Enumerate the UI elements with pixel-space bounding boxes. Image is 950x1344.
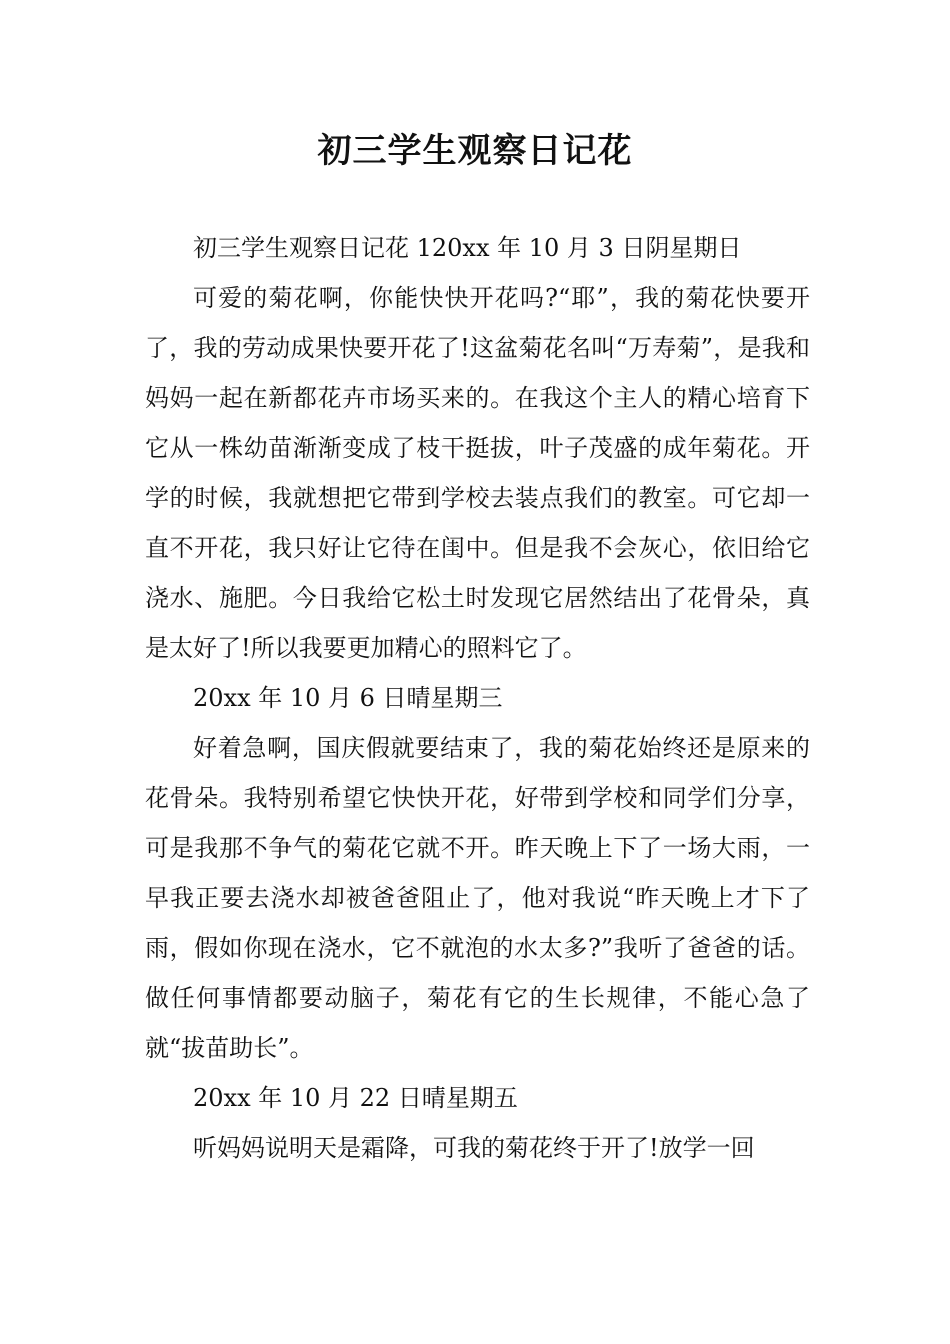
document-body [145,223,810,1173]
body-paragraph: 可爱的菊花啊，你能快快开花吗?“耶”，我的菊花快要开了，我的劳动成果快要开花了!这盆菊花名叫“万寿菊”，是我和妈妈一起在新都花卉市场买来的。在我这个主人的精心培育下它从一株幼苗渐渐变成了枝干挺拔，叶子茂盛的成年菊花。开学的时候，我就想把它带到学校去装点我们的教室。可它却一直不开花，我只好让它待在闺中。但是我不会灰心，依旧给它浇水、施肥。今日我给它松土时发现它居然结出了花骨朵，真是太好了!所以我要更加精心的照料它了。 [145,284,810,662]
body-paragraph: 听妈妈说明天是霜降，可我的菊花终于开了!放学一回 [193,1134,755,1162]
diary-entry-heading: 20xx 年 10 月 6 日晴星期三 [193,684,503,712]
document-title: 初三学生观察日记花 [317,131,633,171]
body-paragraph: 好着急啊，国庆假就要结束了，我的菊花始终还是原来的花骨朵。我特别希望它快快开花，好带到学校和同学们分享，可是我那不争气的菊花它就不开。昨天晚上下了一场大雨，一早我正要去浇水却被爸爸阻止了，他对我说“昨天晚上才下了雨，假如你现在浇水，它不就泡的水太多?”我听了爸爸的话。做任何事情都要动脑子，菊花有它的生长规律，不能心急了就“拔苗助长”。 [145,734,810,1062]
diary-entry-heading: 20xx 年 10 月 22 日晴星期五 [193,1084,518,1112]
diary-entry-heading: 初三学生观察日记花 120xx 年 10 月 3 日阴星期日 [193,234,742,262]
